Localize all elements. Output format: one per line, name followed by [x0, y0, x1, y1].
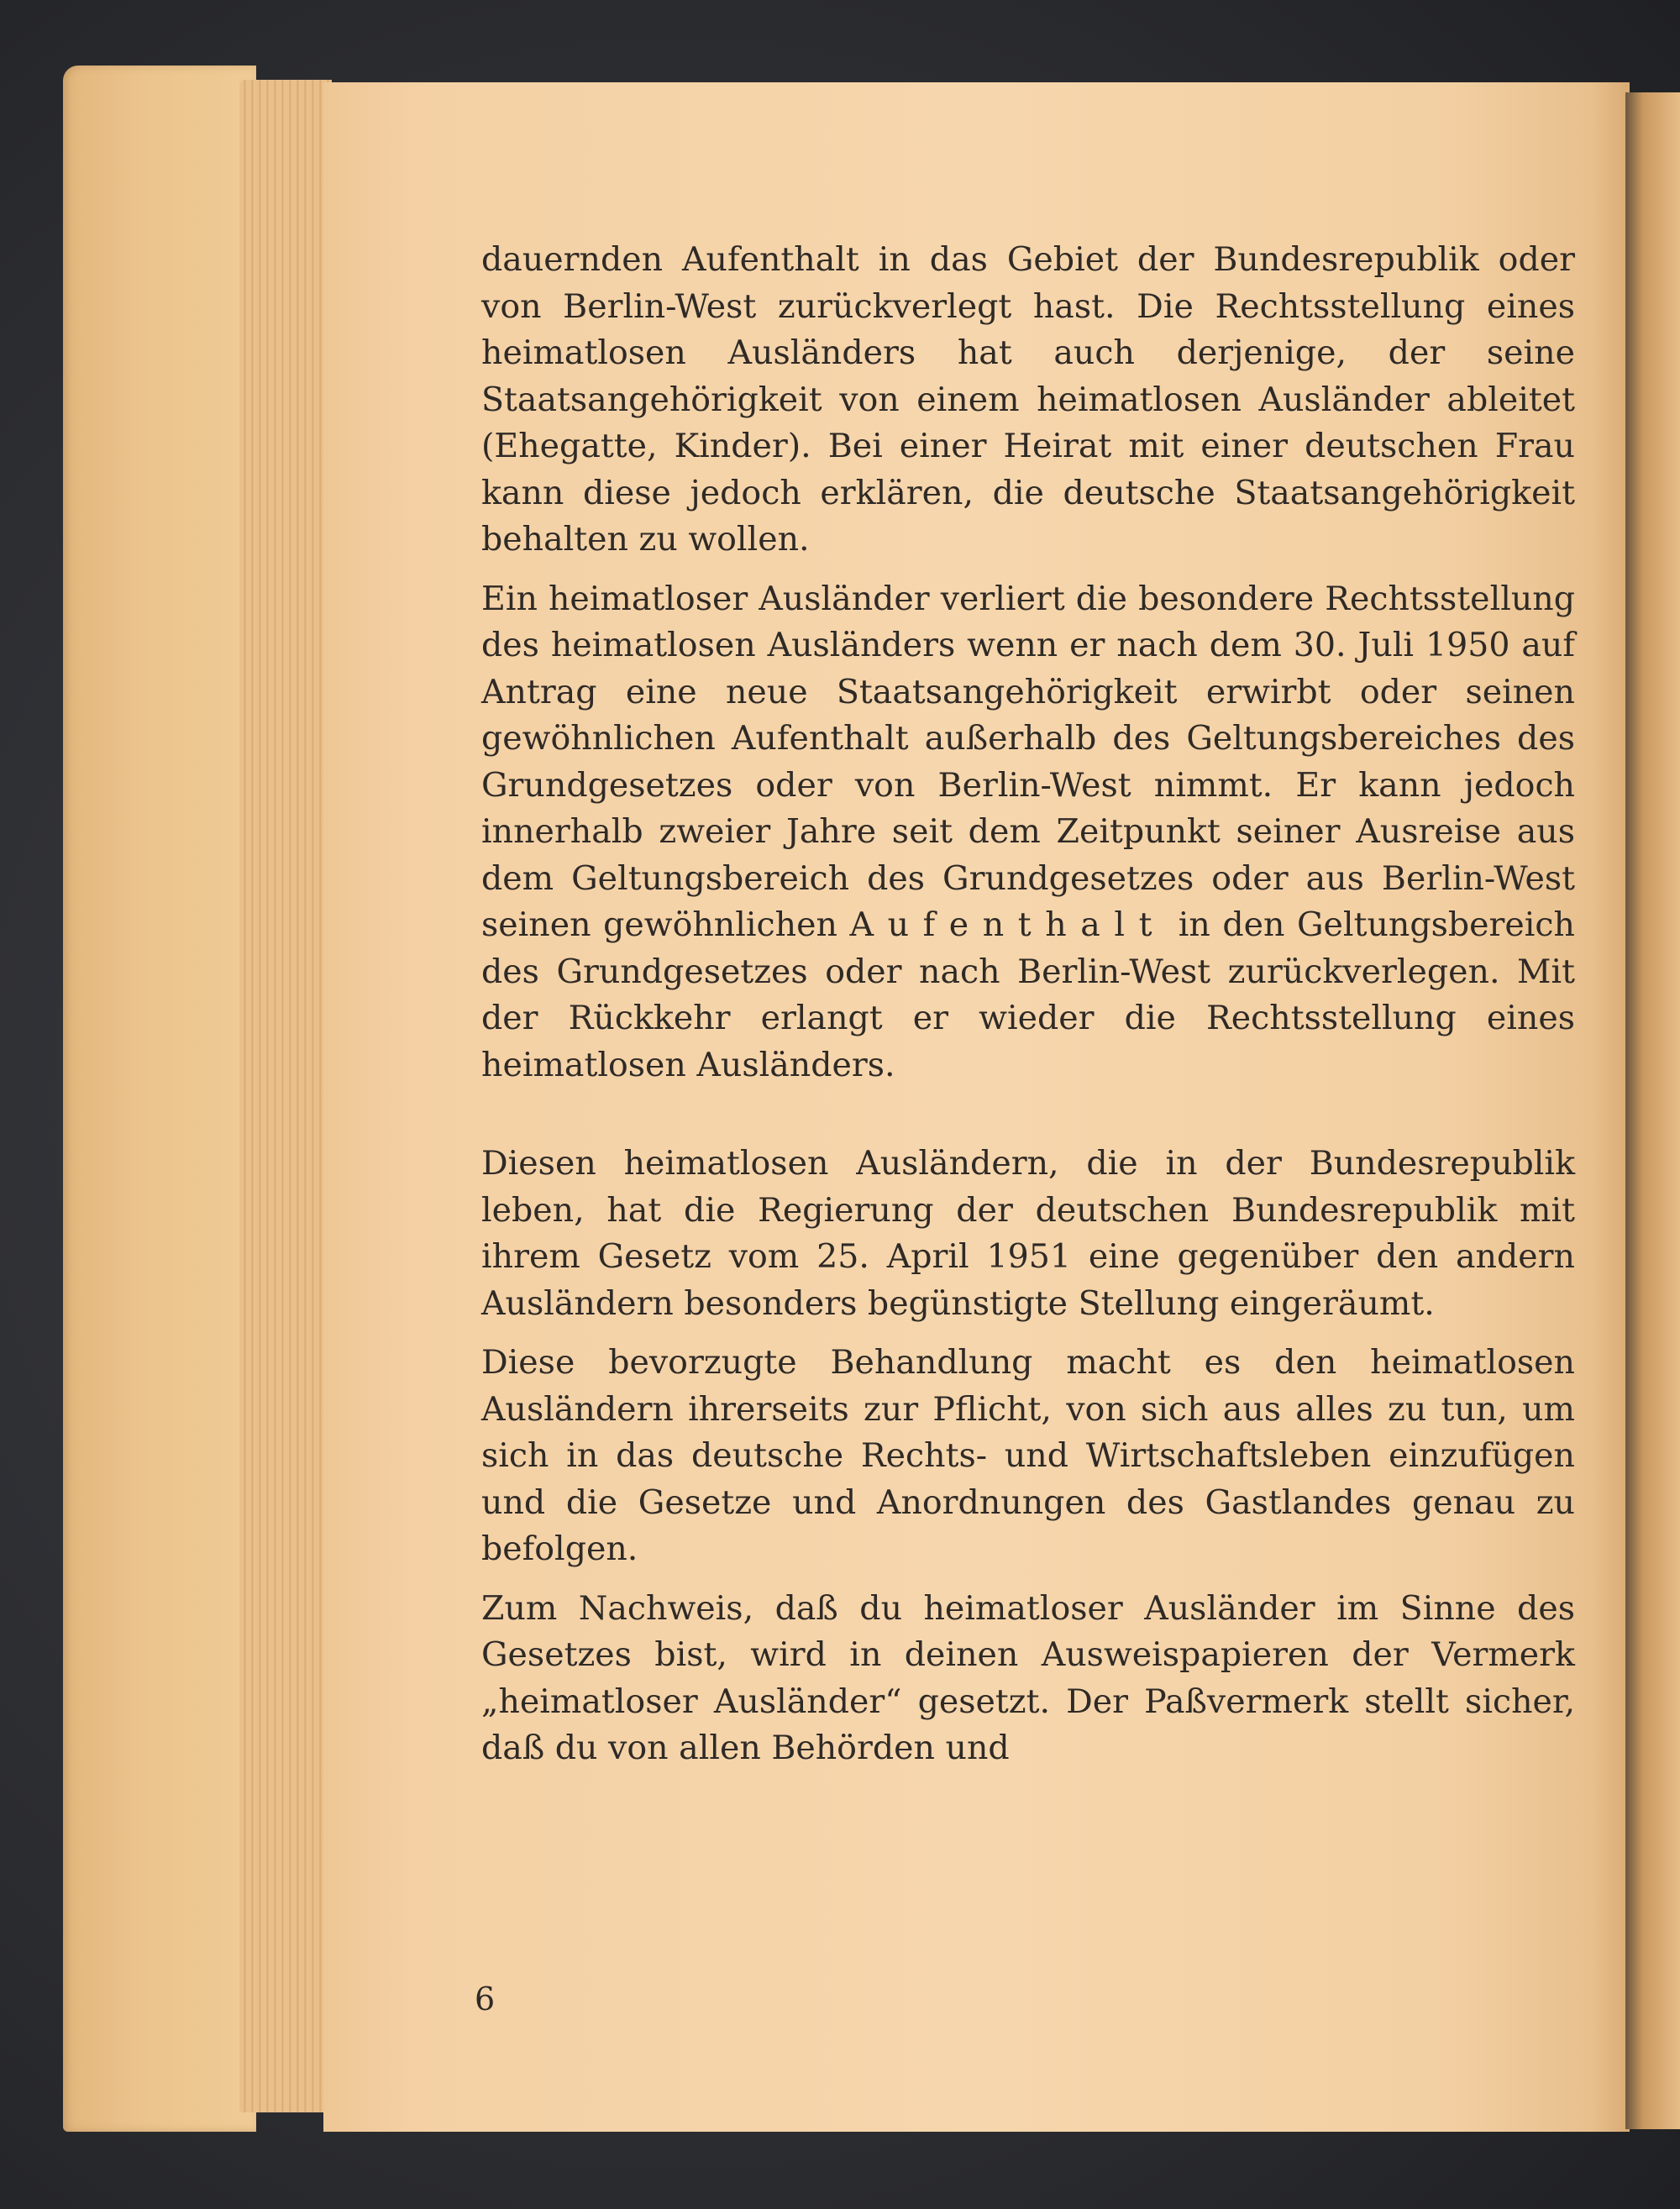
book-cover-edge	[63, 66, 256, 2132]
page-stack-edges	[239, 80, 332, 2112]
page-text	[481, 237, 1575, 1785]
paragraph-1	[481, 237, 1575, 564]
paragraph-2-text-b: in den Geltungsbereich des Grundgesetzes oder nach Berlin-West zurückverlegen. Mit der Rückkehr erlangt er wieder die Rechtsstellung eines heimatlosen Ausländers.	[481, 905, 1575, 1084]
paragraph-2	[481, 576, 1575, 1089]
paragraph-2-text-a: Ein heimatloser Ausländer verliert die besondere Rechtsstellung des heimatlosen Ausländers wenn er nach dem 30. Juli 1950 auf Antrag eine neue Staatsangehörigkeit erwirbt oder seinen gewöhnlichen Aufenthalt außerhalb des Geltungsbereiches des Grundgesetzes oder von Berlin-West nimmt. Er kann jedoch innerhalb zweier Jahre seit dem Zeitpunkt seiner Ausreise aus dem Geltungsbereich des Grundgesetzes oder aus Berlin-West seinen gewöhnlichen	[481, 579, 1575, 944]
paragraph-4	[481, 1340, 1575, 1573]
emphasized-word-aufenthalt: Aufenthalt	[849, 905, 1167, 944]
paragraph-3-text: Diesen heimatlosen Ausländern, die in der Bundesrepublik leben, hat die Regierung der deutschen Bundesrepublik mit ihrem Gesetz vom 25. April 1951 eine gegenüber den andern Ausländern besonders begünstigte Stellung eingeräumt.	[481, 1144, 1575, 1323]
paragraph-5-text: Zum Nachweis, daß du heimatloser Ausländer im Sinne des Gesetzes bist, wird in deinen Ausweispapieren der Vermerk „heimatloser Ausländer“ gesetzt. Der Paßvermerk stellt sicher, daß du von allen Behörden und	[481, 1588, 1575, 1767]
facing-page-edge	[1625, 92, 1680, 2129]
paragraph-4-text: Diese bevorzugte Behandlung macht es den heimatlosen Ausländern ihrerseits zur Pflicht, von sich aus alles zu tun, um sich in das deutsche Rechts- und Wirtschaftsleben einzufügen und die Gesetze und Anordnungen des Gastlandes genau zu befolgen.	[481, 1343, 1575, 1568]
paragraph-1-text: dauernden Aufenthalt in das Gebiet der Bundesrepublik oder von Berlin-West zurückverlegt hast. Die Rechtsstellung eines heimatlosen Ausländers hat auch derjenige, der seine Staatsangehörigkeit von einem heimatlosen Ausländer ableitet (Ehegatte, Kinder). Bei einer Heirat mit einer deutschen Frau kann diese jedoch erklären, die deutsche Staatsangehörigkeit behalten zu wollen.	[481, 240, 1575, 559]
paragraph-3	[481, 1141, 1575, 1327]
paragraph-5	[481, 1586, 1575, 1772]
page-number: 6	[475, 1981, 496, 2017]
